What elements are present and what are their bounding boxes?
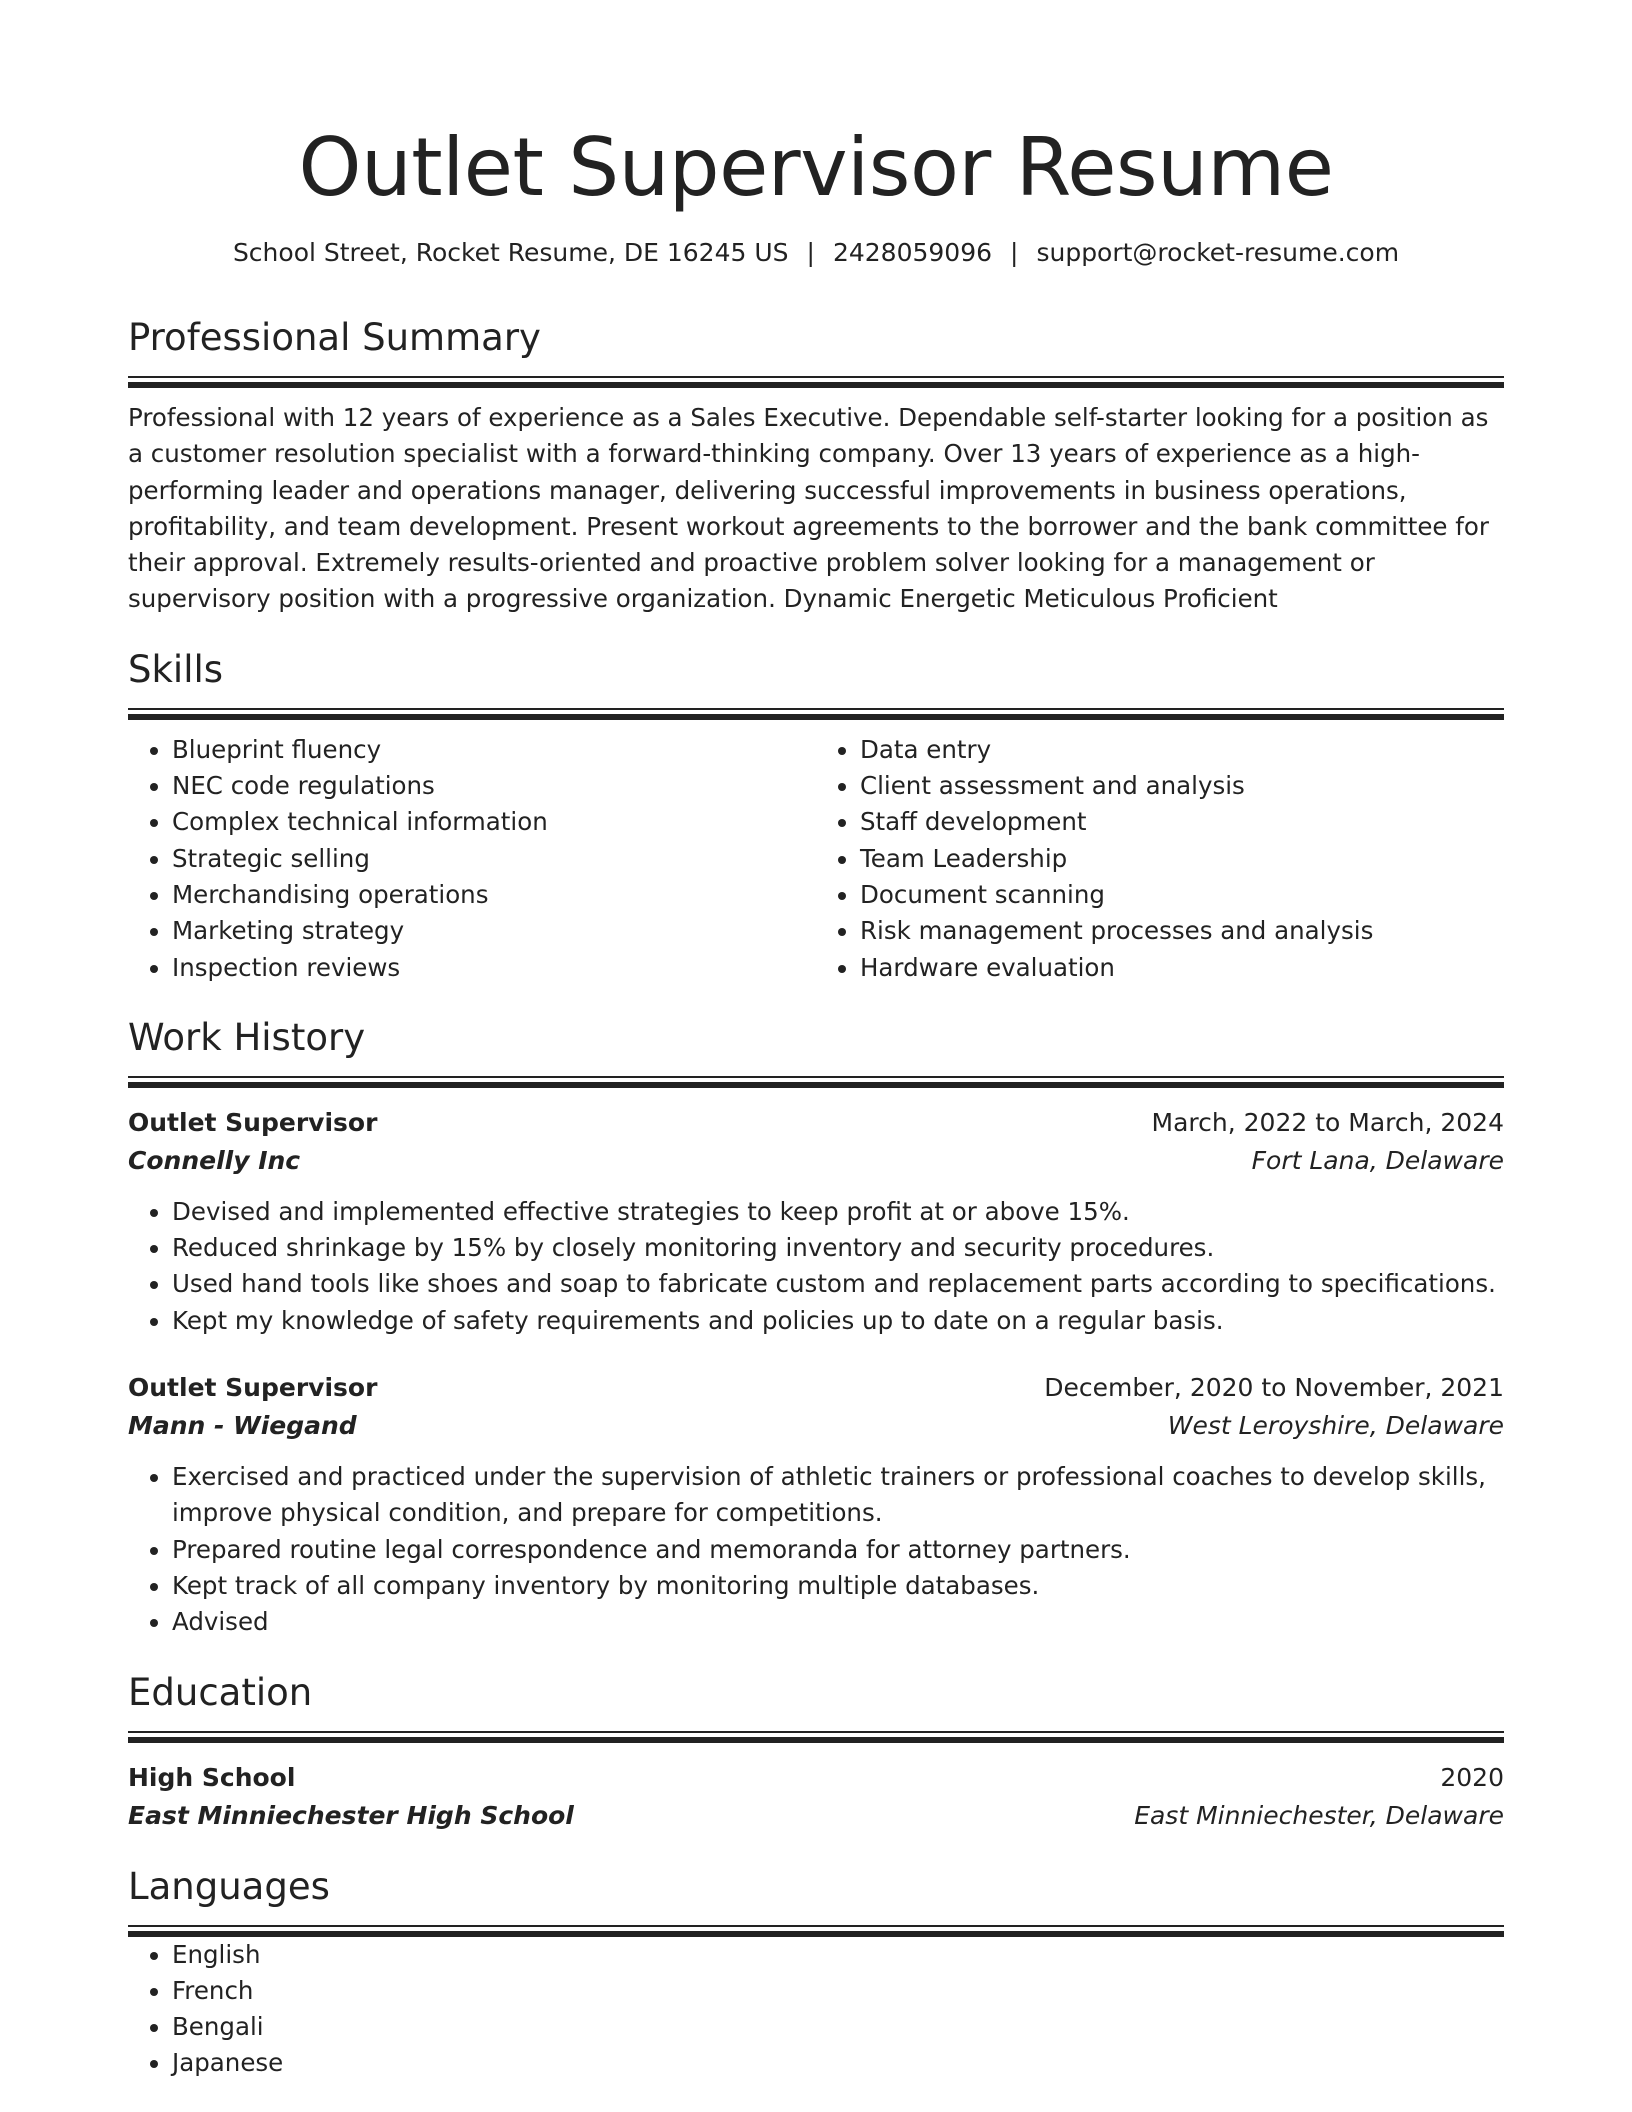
skill-item: • Document scanning	[860, 877, 1504, 913]
job-company-row	[128, 1407, 1504, 1445]
job-dates: March, 2022 to March, 2024	[1151, 1107, 1504, 1137]
section-divider	[128, 1731, 1504, 1743]
education-year: 2020	[1440, 1762, 1504, 1792]
skill-item: • Client assessment and analysis	[860, 768, 1504, 804]
job-bullets	[128, 1194, 1504, 1339]
job-dates: December, 2020 to November, 2021	[1044, 1373, 1504, 1403]
job-company: Connelly Inc	[128, 1145, 301, 1175]
skills-left-list	[128, 732, 816, 986]
contact-email: support@rocket-resume.com	[1036, 238, 1400, 267]
resume-title: Outlet Supervisor Resume	[298, 121, 1334, 214]
job-title: Outlet Supervisor	[128, 1107, 378, 1137]
job-header-row	[128, 1104, 1504, 1142]
languages-list	[128, 1937, 1504, 2082]
job-bullet: • Reduced shrinkage by 15% by closely monitoring inventory and security procedures.	[172, 1230, 1504, 1266]
skill-item: • Merchandising operations	[172, 877, 816, 913]
language-item: • Bengali	[172, 2009, 1504, 2045]
job-bullet: • Kept track of all company inventory by monitoring multiple databases.	[172, 1568, 1504, 1604]
job-entry	[128, 1369, 1504, 1640]
education-school: East Minniechester High School	[128, 1800, 574, 1830]
job-location: West Leroyshire, Delaware	[1167, 1411, 1504, 1441]
contact-line	[128, 236, 1504, 270]
section-divider	[128, 1076, 1504, 1088]
skill-item: • Hardware evaluation	[860, 950, 1504, 986]
education-school-row	[128, 1797, 1504, 1835]
skills-section	[128, 646, 1504, 986]
contact-separator: |	[1010, 238, 1019, 267]
section-divider	[128, 1925, 1504, 1937]
language-item: • Japanese	[172, 2045, 1504, 2081]
skill-item: • NEC code regulations	[172, 768, 816, 804]
education-section	[128, 1669, 1504, 1835]
contact-phone: 2428059096	[832, 238, 993, 267]
section-divider	[128, 376, 1504, 388]
job-bullet: • Prepared routine legal correspondence and memoranda for attorney partners.	[172, 1532, 1504, 1568]
skill-item: • Complex technical information	[172, 804, 816, 840]
skills-grid	[128, 732, 1504, 986]
language-item: • French	[172, 1973, 1504, 2009]
skills-right-list	[816, 732, 1504, 986]
job-bullet: • Devised and implemented effective strategies to keep profit at or above 15%.	[172, 1194, 1504, 1230]
job-company: Mann - Wiegand	[128, 1411, 357, 1441]
job-entry	[128, 1104, 1504, 1339]
education-location: East Minniechester, Delaware	[1134, 1800, 1504, 1830]
skills-heading: Skills	[128, 647, 224, 691]
skill-item: • Inspection reviews	[172, 950, 816, 986]
job-company-row	[128, 1142, 1504, 1180]
job-bullet: • Advised	[172, 1604, 1504, 1640]
skill-item: • Risk management processes and analysis	[860, 913, 1504, 949]
job-bullets	[128, 1459, 1504, 1640]
contact-address: School Street, Rocket Resume, DE 16245 US	[232, 238, 789, 267]
education-heading: Education	[128, 1670, 313, 1714]
skill-item: • Data entry	[860, 732, 1504, 768]
job-bullet: • Kept my knowledge of safety requirements and policies up to date on a regular basis.	[172, 1303, 1504, 1339]
skill-item: • Staff development	[860, 804, 1504, 840]
languages-heading: Languages	[128, 1864, 330, 1908]
education-degree: High School	[128, 1762, 296, 1792]
skill-item: • Team Leadership	[860, 841, 1504, 877]
job-header-row	[128, 1369, 1504, 1407]
work-history-heading: Work History	[128, 1015, 366, 1059]
skill-item: • Strategic selling	[172, 841, 816, 877]
skill-item: • Blueprint fluency	[172, 732, 816, 768]
language-item: • English	[172, 1937, 1504, 1973]
summary-section	[128, 314, 1504, 618]
section-divider	[128, 708, 1504, 720]
job-title: Outlet Supervisor	[128, 1373, 378, 1403]
summary-heading: Professional Summary	[128, 316, 541, 359]
education-header-row	[128, 1759, 1504, 1797]
job-bullet: • Exercised and practiced under the supervision of athletic trainers or professional coaches to develop skills, improve physical condition, and prepare for competitions.	[172, 1459, 1504, 1532]
education-entry	[128, 1759, 1504, 1835]
languages-section	[128, 1863, 1504, 2082]
summary-text: Professional with 12 years of experience as a Sales Executive. Dependable self-starter looking for a position as a customer resolution specialist with a forward-thinking company. Over 13 years of experience as a high-performing leader and operations manager, delivering successful improvements in business operations, profitability, and team development. Present workout agreements to the borrower and the bank committee for their approval. Extremely results-oriented and proactive problem solver looking for a management or supervisory position with a progressive organization. Dynamic Energetic Meticulous Proficient	[128, 403, 1489, 614]
work-history-section	[128, 1014, 1504, 1641]
job-bullet: • Used hand tools like shoes and soap to fabricate custom and replacement parts according to specifications.	[172, 1266, 1504, 1302]
skill-item: • Marketing strategy	[172, 913, 816, 949]
job-location: Fort Lana, Delaware	[1251, 1145, 1504, 1175]
contact-separator: |	[806, 238, 815, 267]
